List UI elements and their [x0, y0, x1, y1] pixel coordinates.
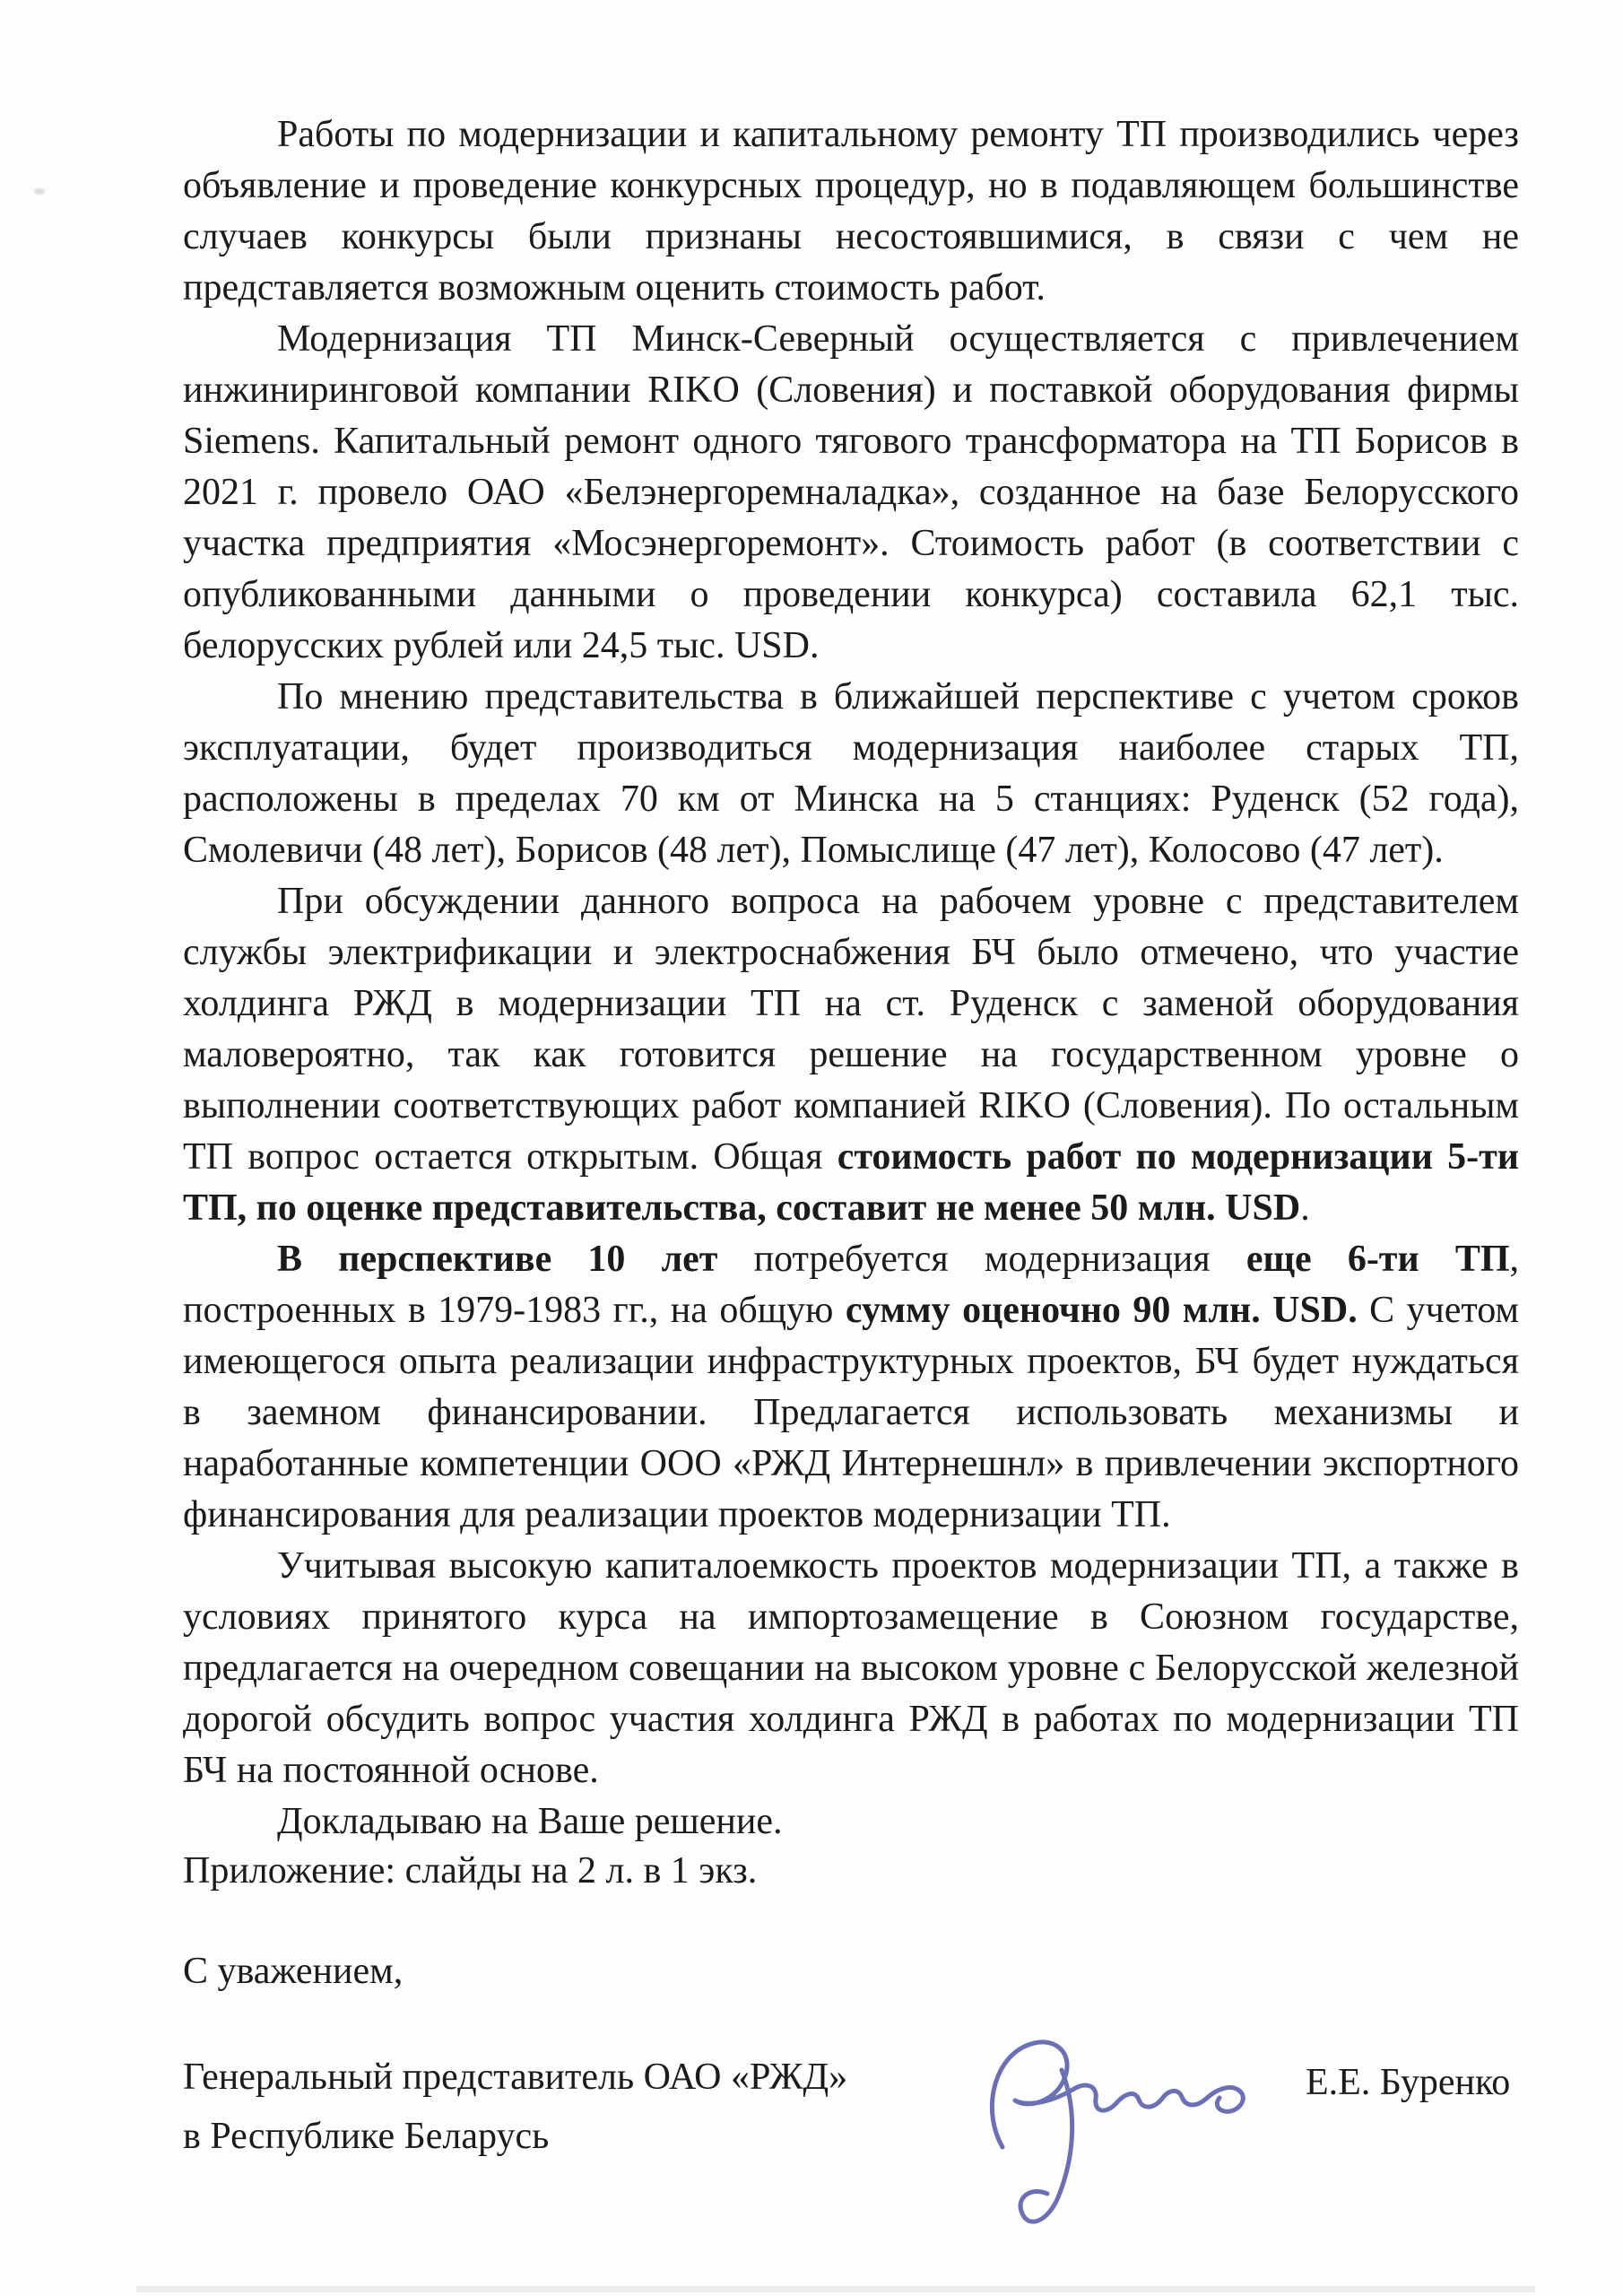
bold-text-run: еще 6-ти ТП: [1245, 1239, 1510, 1280]
signer-name: Е.Е. Буренко: [1306, 2062, 1511, 2103]
bold-text-run: сумму оценочно 90 млн. USD.: [845, 1290, 1358, 1331]
text-run: Докладываю на Ваше решение.: [277, 1801, 783, 1842]
scan-speck-artifact: [34, 188, 45, 195]
paragraph: [183, 876, 1519, 1234]
paragraph: [183, 672, 1519, 876]
text-run: Модернизация ТП Минск-Северный осуществляется с привлечением инжиниринговой компании RIKO (Словения) и поставкой оборудования фирмы Siemens. Капитальный ремонт одного тягового трансформатора на ТП Борисов в 2021 г. провело ОАО «Белэнергоремналадка», созданное на базе Белорусского участка предприятия «Мосэнергоремонт». Стоимость работ (в соответствии с опубликованными данными о проведении конкурса) составила 62,1 тыс. белорусских рублей или 24,5 тыс. USD.: [183, 318, 1519, 666]
text-run: .: [1300, 1187, 1310, 1229]
letter-body: [183, 109, 1519, 1848]
text-run: С учетом имеющегося опыта реализации инфраструктурных проектов, БЧ будет нуждаться в заемном финансировании. Предлагается использовать механизмы и наработанные компетенции ООО «РЖД Интернешнл» в привлечении экспортного финансирования для реализации проектов модернизации ТП.: [183, 1290, 1520, 1535]
text-run: По мнению представительства в ближайшей перспективе с учетом сроков эксплуатации, будет производиться модернизация наиболее старых ТП, расположены в пределах 70 км от Минска на 5 станциях: Руденск (52 года), Смолевичи (48 лет), Борисов (48 лет), Помыслище (47 лет), Колосово (47 лет).: [183, 676, 1519, 871]
signature-block: [183, 2048, 1519, 2166]
bold-text-run: стоимость работ по модернизации 5-ти ТП, по оценке представительства, составит не менее 50 млн. USD: [183, 1136, 1519, 1229]
text-run: потребуется модернизация: [717, 1239, 1246, 1280]
bold-text-run: В перспективе 10 лет: [277, 1239, 718, 1280]
paragraph: [183, 314, 1519, 672]
signer-title-line2: в Республике Беларусь: [183, 2116, 550, 2157]
paragraph: [183, 1541, 1519, 1796]
paragraph: [183, 1234, 1519, 1541]
signer-title-line1: Генеральный представитель ОАО «РЖД»: [183, 2057, 848, 2098]
paragraph: [183, 109, 1519, 314]
closing-salutation: С уважением,: [183, 1951, 404, 1992]
text-run: Учитывая высокую капиталоемкость проектов модернизации ТП, а также в условиях принятого курса на импортозамещение в Союзном государстве, предлагается на очередном совещании на высоком уровне с Белорусской железной дорогой обсудить вопрос участия холдинга РЖД в работах по модернизации ТП БЧ на постоянной основе.: [183, 1545, 1519, 1791]
text-run: , построенных в 1979-1983 гг., на общую: [183, 1239, 1519, 1331]
scan-edge-artifact: [136, 2286, 1535, 2292]
attachment-note: Приложение: слайды на 2 л. в 1 экз.: [183, 1850, 758, 1892]
paragraph: [183, 1796, 1519, 1848]
text-run: Работы по модернизации и капитальному ремонту ТП производились через объявление и проведение конкурсных процедур, но в подавляющем большинстве случаев конкурсы были признаны несостоявшимися, в связи с чем не представляется возможным оценить стоимость работ.: [183, 114, 1519, 309]
text-run: При обсуждении данного вопроса на рабочем уровне с представителем службы электрификации и электроснабжения БЧ было отмечено, что участие холдинга РЖД в модернизации ТП на ст. Руденск с заменой оборудования маловероятно, так как готовится решение на государственном уровне о выполнении соответствующих работ компанией RIKO (Словения). По остальным ТП вопрос остается открытым. Общая: [183, 881, 1519, 1178]
